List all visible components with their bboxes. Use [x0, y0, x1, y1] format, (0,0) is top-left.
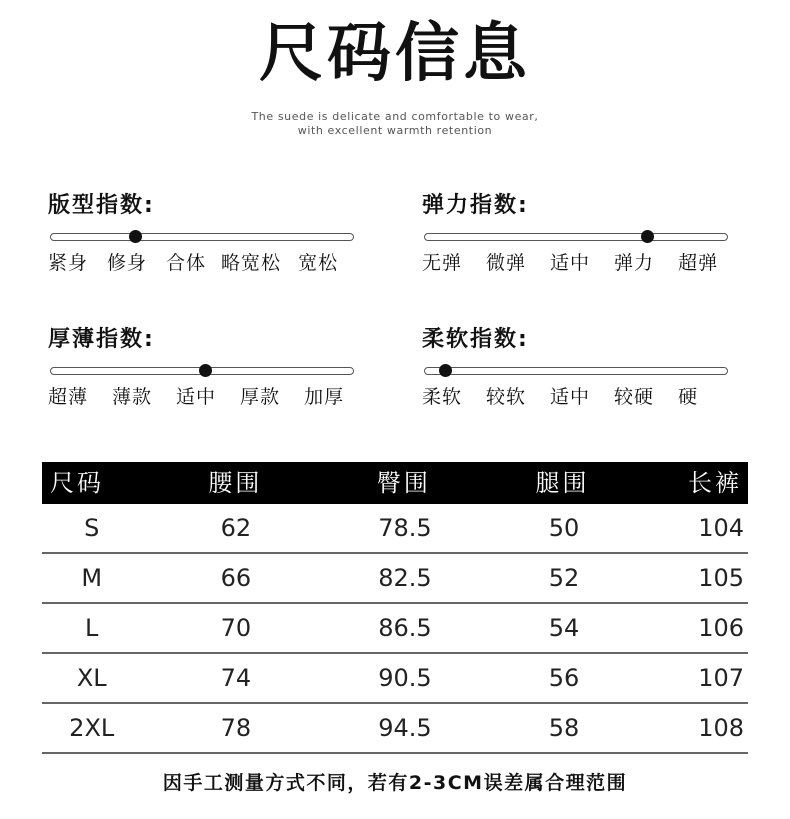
softness-label: 适中 [550, 386, 591, 408]
header-length: 长裤 [687, 469, 742, 497]
cell-thigh: 56 [548, 664, 580, 692]
table-row [42, 504, 748, 554]
subtitle-line-2: with excellent warmth retention [297, 124, 493, 137]
table-row [42, 554, 748, 604]
softness-index-title: 柔软指数: [422, 327, 529, 352]
thickness-index [48, 326, 368, 409]
elasticity-label: 适中 [550, 252, 591, 274]
fit-label: 宽松 [298, 252, 339, 274]
cell-hip: 94.5 [378, 714, 432, 742]
subtitle [0, 110, 790, 138]
elasticity-index-slider [424, 233, 728, 241]
cell-length: 108 [698, 714, 744, 742]
elasticity-label: 微弹 [486, 252, 527, 274]
fit-index-labels [48, 251, 368, 275]
softness-label: 柔软 [422, 386, 463, 408]
size-table-header [42, 462, 748, 504]
elasticity-label: 无弹 [422, 252, 463, 274]
cell-length: 107 [698, 664, 744, 692]
softness-label: 较软 [486, 386, 527, 408]
cell-hip: 86.5 [378, 614, 432, 642]
cell-thigh: 54 [548, 614, 580, 642]
table-row [42, 604, 748, 654]
cell-thigh: 58 [548, 714, 580, 742]
fit-index-title: 版型指数: [48, 193, 155, 218]
thickness-label: 厚款 [240, 386, 281, 408]
cell-waist: 70 [220, 614, 252, 642]
thickness-label: 适中 [176, 386, 217, 408]
cell-waist: 66 [220, 564, 252, 592]
measurement-footnote: 因手工测量方式不同，若有2-3CM误差属合理范围 [162, 772, 628, 794]
cell-hip: 82.5 [378, 564, 432, 592]
thickness-label: 加厚 [304, 386, 345, 408]
elasticity-index [422, 192, 742, 275]
elasticity-index-knob [641, 230, 654, 243]
header-size: 尺码 [50, 469, 104, 497]
cell-length: 105 [698, 564, 744, 592]
cell-length: 104 [698, 514, 744, 542]
thickness-index-labels [48, 385, 368, 409]
thickness-index-title: 厚薄指数: [48, 327, 155, 352]
cell-waist: 74 [220, 664, 252, 692]
fit-label: 略宽松 [221, 252, 282, 274]
thickness-label: 薄款 [112, 386, 153, 408]
fit-index-slider [50, 233, 354, 241]
cell-hip: 90.5 [378, 664, 432, 692]
header-hip: 臀围 [376, 469, 431, 497]
size-table [42, 462, 748, 754]
cell-size: S [84, 514, 100, 542]
cell-size: XL [76, 664, 107, 692]
cell-size: M [81, 564, 103, 592]
cell-waist: 78 [220, 714, 252, 742]
thickness-index-knob [199, 364, 212, 377]
elasticity-label: 超弹 [678, 252, 719, 274]
softness-label: 硬 [678, 386, 699, 408]
cell-thigh: 52 [548, 564, 580, 592]
table-row [42, 654, 748, 704]
fit-label: 合体 [166, 252, 207, 274]
elasticity-label: 弹力 [614, 252, 655, 274]
fit-index-knob [129, 230, 142, 243]
softness-label: 较硬 [614, 386, 655, 408]
subtitle-line-1: The suede is delicate and comfortable to wear, [251, 110, 539, 123]
thickness-index-slider [50, 367, 354, 375]
elasticity-index-title: 弹力指数: [422, 193, 529, 218]
header-thigh: 腿围 [535, 469, 590, 497]
softness-index-slider [424, 367, 728, 375]
softness-index [422, 326, 742, 409]
fit-label: 修身 [107, 252, 148, 274]
fit-label: 紧身 [48, 252, 89, 274]
softness-index-labels [422, 385, 742, 409]
cell-thigh: 50 [548, 514, 580, 542]
cell-size: 2XL [69, 714, 115, 742]
cell-hip: 78.5 [378, 514, 432, 542]
thickness-label: 超薄 [48, 386, 89, 408]
page-title: 尺码信息 [259, 17, 531, 91]
cell-length: 106 [698, 614, 744, 642]
elasticity-index-labels [422, 251, 742, 275]
table-row [42, 704, 748, 754]
softness-index-knob [439, 364, 452, 377]
header-waist: 腰围 [208, 469, 263, 497]
fit-index [48, 192, 368, 275]
cell-size: L [85, 614, 99, 642]
cell-waist: 62 [220, 514, 252, 542]
